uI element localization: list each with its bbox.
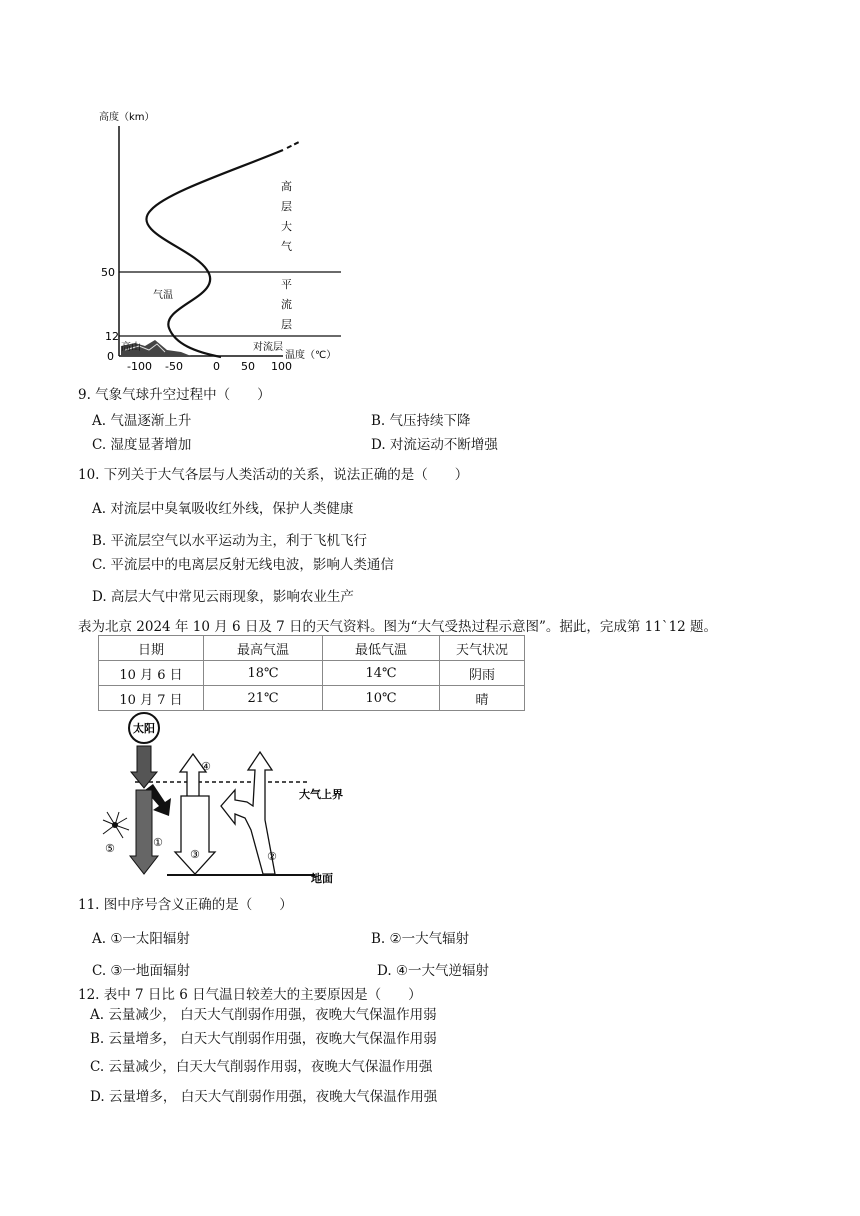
mark-3: ③ xyxy=(190,848,200,861)
strato-layer-char-3: 层 xyxy=(281,318,292,331)
table-cell: 18℃ xyxy=(204,661,323,686)
q12-option-d: D. 云量增多， 白天大气削弱作用强，夜晚大气保温作用强 xyxy=(90,1089,438,1105)
table-row xyxy=(99,661,525,686)
table-row xyxy=(99,686,525,711)
x-axis-label: 温度（℃） xyxy=(285,350,337,361)
q9-option-b: B. 气压持续下降 xyxy=(371,413,471,429)
y-tick-12: 12 xyxy=(105,330,119,343)
q12-option-b: B. 云量增多， 白天大气削弱作用强，夜晚大气保温作用弱 xyxy=(90,1031,437,1047)
ground-label: 地面 xyxy=(311,872,333,885)
arrow-3-downward xyxy=(175,796,215,874)
q9-option-a: A. 气温逐渐上升 xyxy=(92,413,192,429)
q9-option-c: C. 湿度显著增加 xyxy=(92,437,192,453)
upper-layer-char-1: 高 xyxy=(281,180,292,193)
q12-option-a: A. 云量减少， 白天大气削弱作用强，夜晚大气保温作用弱 xyxy=(90,1007,437,1023)
table-cell: 21℃ xyxy=(204,686,323,711)
weather-table xyxy=(98,635,525,711)
y-axis-label: 高度（km） xyxy=(99,112,155,123)
table-cell: 10 月 7 日 xyxy=(99,686,204,711)
curve-label: 气温 xyxy=(153,290,173,301)
y-tick-50: 50 xyxy=(101,266,115,279)
curve-extension-dashed xyxy=(287,141,301,148)
strato-layer-char-2: 流 xyxy=(281,298,292,311)
x-tick-50: 50 xyxy=(241,360,255,370)
mark-2: ② xyxy=(267,850,277,863)
scattering-rays xyxy=(103,812,129,838)
mark-1: ① xyxy=(153,836,163,849)
q11-stem: 11. 图中序号含义正确的是（ ） xyxy=(78,897,293,913)
atmosphere-layer-figure xyxy=(95,100,345,370)
q10-option-a: A. 对流层中臭氧吸收红外线，保护人类健康 xyxy=(92,501,354,517)
material-intro: 表为北京 2024 年 10 月 6 日及 7 日的天气资料。图为“大气受热过程示意图”。据此，完成第 11`12 题。 xyxy=(78,619,718,635)
temperature-curve xyxy=(146,150,283,357)
table-header-row xyxy=(99,636,525,661)
q10-stem: 10. 下列关于大气各层与人类活动的关系，说法正确的是（ ） xyxy=(78,467,469,483)
table-header-cell: 最高气温 xyxy=(204,636,323,661)
tropo-layer-label: 对流层 xyxy=(253,342,283,353)
x-tick-100: 100 xyxy=(271,360,292,370)
mountain-label: 高山 xyxy=(121,342,141,353)
arrow-1-solar-to-ground xyxy=(130,790,158,874)
table-cell: 10 月 6 日 xyxy=(99,661,204,686)
x-tick-0: 0 xyxy=(213,360,220,370)
upper-layer-char-4: 气 xyxy=(281,240,292,253)
mark-5: ⑤ xyxy=(105,842,115,855)
sun-label: 太阳 xyxy=(133,722,155,735)
strato-layer-char-1: 平 xyxy=(281,278,292,291)
table-header-cell: 最低气温 xyxy=(323,636,440,661)
table-header-cell: 日期 xyxy=(99,636,204,661)
table-cell: 14℃ xyxy=(323,661,440,686)
q12-option-c: C. 云量减少，白天大气削弱作用弱，夜晚大气保温作用强 xyxy=(90,1059,433,1075)
mark-4: ④ xyxy=(201,760,211,773)
table-cell: 10℃ xyxy=(323,686,440,711)
x-tick-neg50: -50 xyxy=(165,360,183,370)
q11-option-d: D. ④一大气逆辐射 xyxy=(377,963,490,979)
q12-stem: 12. 表中 7 日比 6 日气温日较差大的主要原因是（ ） xyxy=(78,987,422,1003)
q10-option-c: C. 平流层中的电离层反射无线电波，影响人类通信 xyxy=(92,557,394,573)
boundary-label: 大气上界 xyxy=(299,788,343,801)
table-cell: 晴 xyxy=(440,686,525,711)
q11-option-c: C. ③一地面辐射 xyxy=(92,963,191,979)
q9-stem: 9. 气象气球升空过程中（ ） xyxy=(78,387,271,403)
table-header-cell: 天气状况 xyxy=(440,636,525,661)
solar-radiation-arrow-top xyxy=(131,746,157,788)
upper-layer-char-3: 大 xyxy=(281,220,292,233)
table-cell: 阴雨 xyxy=(440,661,525,686)
atmospheric-heating-figure xyxy=(95,710,355,890)
q10-option-d: D. 高层大气中常见云雨现象，影响农业生产 xyxy=(92,589,354,605)
q10-option-b: B. 平流层空气以水平运动为主，利于飞机飞行 xyxy=(92,533,368,549)
q11-option-b: B. ②一大气辐射 xyxy=(371,931,470,947)
upper-layer-char-2: 层 xyxy=(281,200,292,213)
q11-option-a: A. ①一太阳辐射 xyxy=(92,931,190,947)
x-tick-neg100: -100 xyxy=(127,360,152,370)
q9-option-d: D. 对流运动不断增强 xyxy=(371,437,498,453)
y-tick-0: 0 xyxy=(107,350,114,363)
